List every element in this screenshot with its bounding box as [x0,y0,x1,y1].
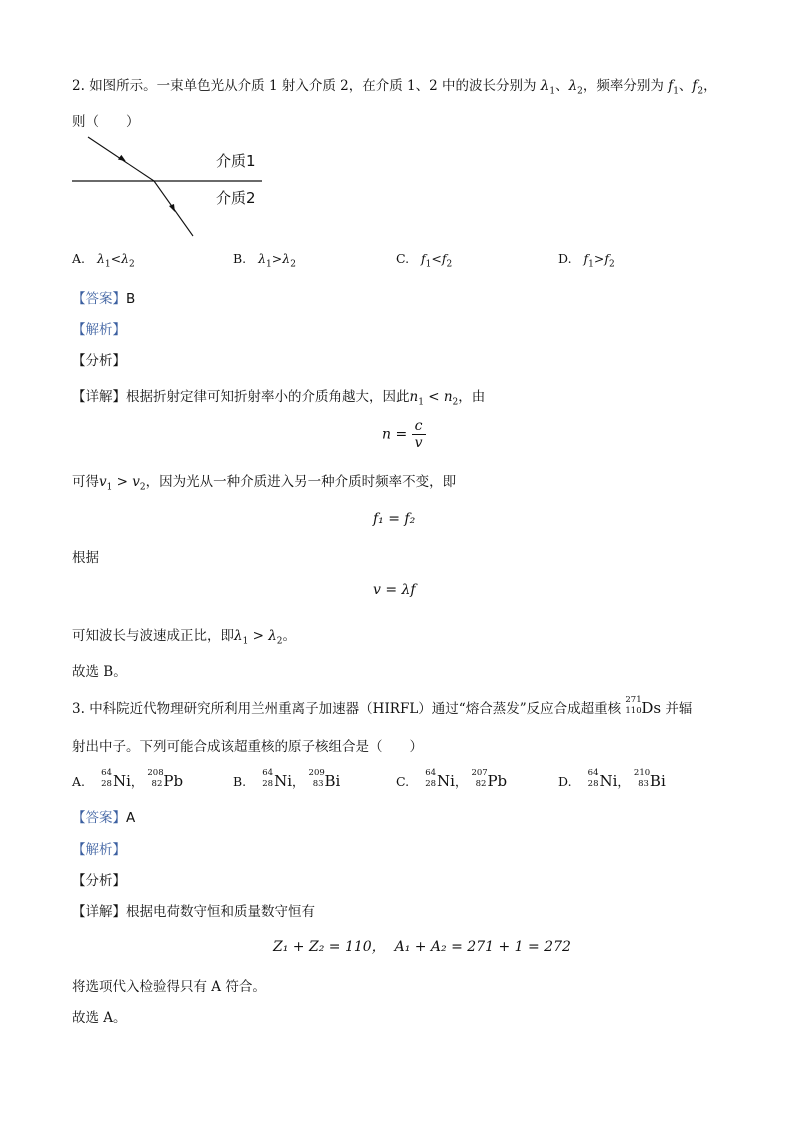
q2-analysis-tag: 【解析】 [72,322,126,338]
q3-option-a[interactable]: A. 64 28 Ni， 208 82 Pb [72,768,184,790]
answer-tag: 【答案】 [72,291,126,307]
q3-answer [72,806,135,826]
q3-check: 将选项代入检验得只有 A 符合。 [72,979,266,995]
q3-stem-line2: 射出中子。下列可能合成该超重核的原子核组合是（ ） [72,739,423,755]
q3-analysis-tag: 【解析】 [72,842,126,858]
q2-answer [72,287,135,307]
diagram-label-medium1: 介质1 [216,152,256,170]
q2-equation-n: n = $\frac{c}{v}$ [382,418,426,451]
nuclide: 64 28 Ni [425,768,455,790]
q3-detail: 【详解】根据电荷数守恒和质量数守恒有 [72,904,315,920]
refraction-diagram [70,130,270,240]
answer-value: A [126,810,136,826]
q2-option-a[interactable]: A. $\lambda_1<\lambda_2$ [72,251,135,270]
nuclide: 207 82 Pb [471,768,508,790]
answer-value: B [126,291,136,307]
nuclide: 64 28 Ni [101,768,131,790]
q3-equation: Z₁ + Z₂ = 110， A₁ + A₂ = 271 + 1 = 272 [273,939,571,955]
q2-number: 2. [72,78,85,94]
q3-fenxi: 【分析】 [72,873,126,889]
lambda-symbol: λ [540,78,550,94]
q2-fenxi: 【分析】 [72,353,126,369]
q2-conclusion: 可知波长与波速成正比，即$\lambda_1 > \lambda_2$。 [72,628,296,647]
nuclide: 210 83 Bi [633,768,666,790]
q2-equation-v: v = λf [373,582,416,598]
q3-final: 故选 A。 [72,1010,127,1026]
q2-option-b[interactable]: B. $\lambda_1>\lambda_2$ [233,251,296,270]
q3-stem-line1: 3. 中科院近代物理研究所利用兰州重离子加速器（HIRFL）通过“熔合蒸发”反应合成超重核 271 110 Ds 并辐 [72,695,693,717]
q2-stem-text: 如图所示。一束单色光从介质 1 射入介质 2，在介质 1、2 中的波长分别为 [89,78,537,94]
nuclide: 64 28 Ni [587,768,618,790]
nuclide-ds: 271 110 Ds [625,695,662,717]
nuclide: 208 82 Pb [147,768,184,790]
q2-stem-line1: 2. 如图所示。一束单色光从介质 1 射入介质 2，在介质 1、2 中的波长分别为 $\lambda_1$、$\lambda_2$，频率分别为 $f_1$、$f_2$， [72,78,717,97]
q3-number: 3. [72,701,85,717]
q2-detail: 【详解】根据折射定律可知折射率小的介质角越大，因此$n_1 < n_2$，由 [72,389,486,408]
diagram-label-medium2: 介质2 [216,189,256,207]
nuclide: 209 83 Bi [308,768,341,790]
q2-stem-line2: 则（ ） [72,114,140,130]
q2-equation-f: f₁ = f₂ [373,511,416,527]
q2-genju: 根据 [72,550,99,566]
q3-option-b[interactable]: B. 64 28 Ni， 209 83 Bi [233,768,341,790]
q3-option-d[interactable]: D. 64 28 Ni， 210 83 Bi [558,768,666,790]
nuclide: 64 28 Ni [262,768,293,790]
refracted-arrow-icon [169,204,175,212]
q3-option-c[interactable]: C. 64 28 Ni， 207 82 Pb [396,768,508,790]
q2-option-c[interactable]: C. $f_1<f_2$ [396,251,453,270]
answer-tag: 【答案】 [72,810,126,826]
q2-option-d[interactable]: D. $f_1>f_2$ [558,251,615,270]
q2-final: 故选 B。 [72,664,127,680]
q2-line-v: 可得$v_1 > v_2$，因为光从一种介质进入另一种介质时频率不变，即 [72,474,457,493]
